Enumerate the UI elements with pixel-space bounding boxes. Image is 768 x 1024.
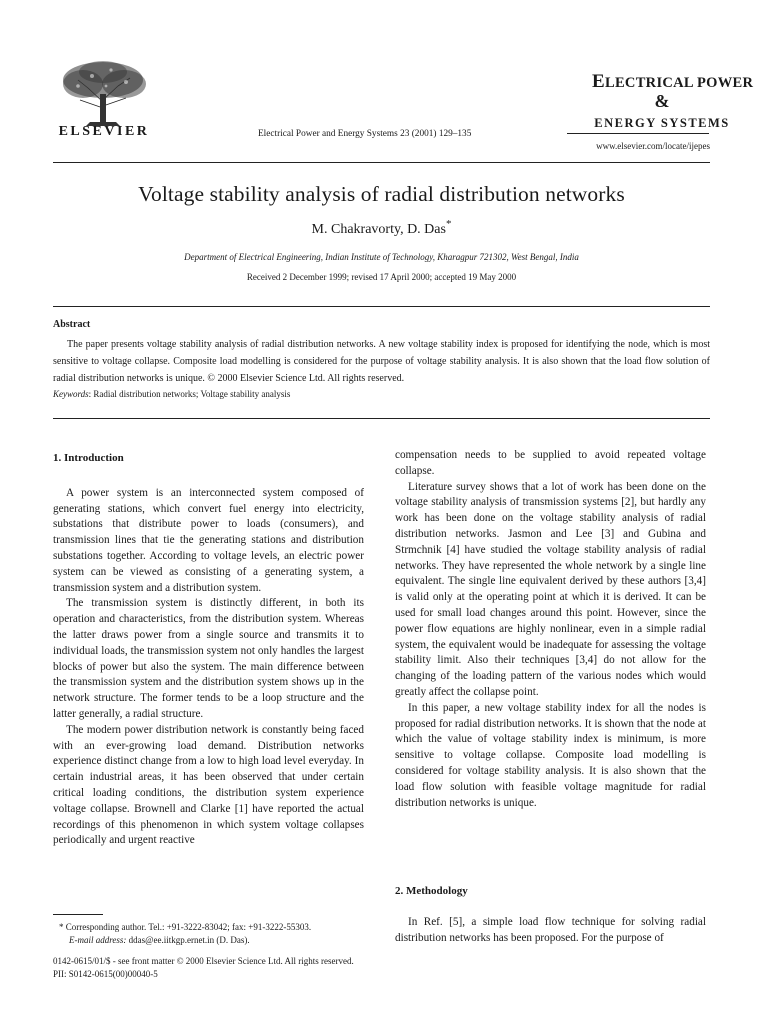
- abstract-body: [53, 336, 710, 387]
- header-divider: [53, 162, 710, 163]
- keywords-list: : Radial distribution networks; Voltage stability analysis: [88, 389, 291, 399]
- right-paragraph-3: In this paper, a new voltage stability index for all the nodes is proposed for radial distribution networks. It is shown that the node at which the value of voltage stability index is minimum, is more sensitive to voltage collapse. Composite load modelling is considered for voltage stability analysis. It is also shown that the load flow solution with feasible voltage magnitude for radial distribution networks is unique.: [395, 701, 706, 809]
- corresponding-mark: *: [445, 218, 452, 230]
- paper-title: Voltage stability analysis of radial distribution networks: [138, 182, 625, 206]
- brand-ampersand: &: [654, 91, 670, 111]
- abstract-bottom-divider: [53, 418, 710, 419]
- keywords-label: Keywords: [53, 389, 89, 399]
- intro-paragraph-1: A power system is an interconnected system composed of generating stations, which convert fuel energy into electricity, substations that distribute power to loads (consumers), and transmission lines that tie the generating stations and distribution substations together. According to voltage levels, an electric power system can be viewed as consisting of a generating system, a transmission system and a distribution system.: [53, 486, 364, 594]
- front-matter-info: [53, 955, 354, 980]
- intro-paragraph-3: The modern power distribution network is constantly being faced with an ever-growing load demand. Distribution networks experience distinct change from a low to high load level everyday. In certain industrial areas, it has been observed that under certain critical loading conditions, the distribution system experience voltage collapse. Brownell and Clarke [1] have reported the actual recordings of this phenomenon in which system voltage collapses periodically and urgent reactive: [53, 723, 364, 847]
- affiliation: Department of Electrical Engineering, Indian Institute of Technology, Kharagpur 721302, West Bengal, India: [184, 252, 579, 262]
- received-dates: Received 2 December 1999; revised 17 April 2000; accepted 19 May 2000: [246, 272, 517, 282]
- journal-url[interactable]: www.elsevier.com/locate/ijepes: [596, 141, 710, 151]
- abstract-heading: Abstract: [53, 319, 91, 330]
- author-line: [53, 218, 710, 238]
- authors: M. Chakravorty, D. Das: [311, 222, 446, 237]
- right-paragraph-2: Literature survey shows that a lot of work has been done on the voltage stability analysis of transmission systems [2], but hardly any work has been done on the voltage stability analysis of radial distribution networks. Jasmon and Lee [3] and Gubina and Strmchnik [4] have studied the voltage stability analysis of radial networks. They have represented the whole network by a single line equivalent. The single line equivalent derived by these authors [3,4] is valid only at the operating point at which it is derived. It can be used for small load changes around this point. However, since the power flow equations are highly nonlinear, even in a simple radial system, the equivalent would be inadequate for assessing the voltage stability limit. Also their techniques [3,4] do not allow for the changing of the loading pattern of the various nodes which would greatly affect the collapse point.: [395, 480, 706, 698]
- footnote-email-line: [53, 934, 383, 947]
- abstract-top-divider: [53, 306, 710, 307]
- footnote: [53, 921, 383, 946]
- right-column: [395, 448, 706, 811]
- abstract-text: The paper presents voltage stability analysis of radial distribution networks. A new voltage stability index is proposed for identifying the node, which is most sensitive to voltage collapse. Composite load modelling is considered for the purpose of voltage stability analysis. It is also shown that the load flow solution of radial distribution networks is unique. © 2000 Elsevier Science Ltd. All rights reserved.: [53, 339, 710, 384]
- methodology-heading: 2. Methodology: [395, 885, 468, 897]
- left-column: [53, 451, 364, 849]
- journal-reference: Electrical Power and Energy Systems 23 (2001) 129–135: [258, 129, 472, 139]
- email-label: E-mail address:: [69, 934, 127, 945]
- intro-heading: 1. Introduction: [53, 452, 124, 464]
- keywords-line: [53, 389, 290, 399]
- right-paragraph-1: compensation needs to be supplied to avoid repeated voltage collapse.: [395, 449, 706, 477]
- brand-divider: [567, 133, 709, 134]
- email-address[interactable]: ddas@ee.iitkgp.ernet.in (D. Das).: [126, 934, 250, 945]
- footnote-divider: [53, 914, 103, 915]
- copyright-line: 0142-0615/01/$ - see front matter © 2000 Elsevier Science Ltd. All rights reserved.: [53, 956, 354, 966]
- methodology-paragraph-1: In Ref. [5], a simple load flow technique for solving radial distribution networks has been proposed. For the purpose of: [395, 916, 706, 944]
- brand-subtitle: ENERGY SYSTEMS: [594, 116, 730, 130]
- brand-title: ELECTRICAL POWER: [592, 71, 754, 92]
- pii-line: PII: S0142-0615(00)00040-5: [53, 968, 158, 979]
- publisher-name: ELSEVIER: [58, 124, 150, 139]
- footnote-contact: * Corresponding author. Tel.: +91-3222-83042; fax: +91-3222-55303.: [59, 922, 312, 932]
- journal-brand: [592, 71, 754, 130]
- methodology-body: [395, 915, 706, 947]
- intro-paragraph-2: The transmission system is distinctly different, in both its operation and characteristics, from the distribution system. Whereas the latter draws power from a single source and transmits it to individual loads, the transmission system not only handles the largest blocks of power but also the system. The main difference between the transmission system and the distribution system shows up in the network structure. The former tends to be a loop structure and the latter generally, a radial structure.: [53, 597, 364, 720]
